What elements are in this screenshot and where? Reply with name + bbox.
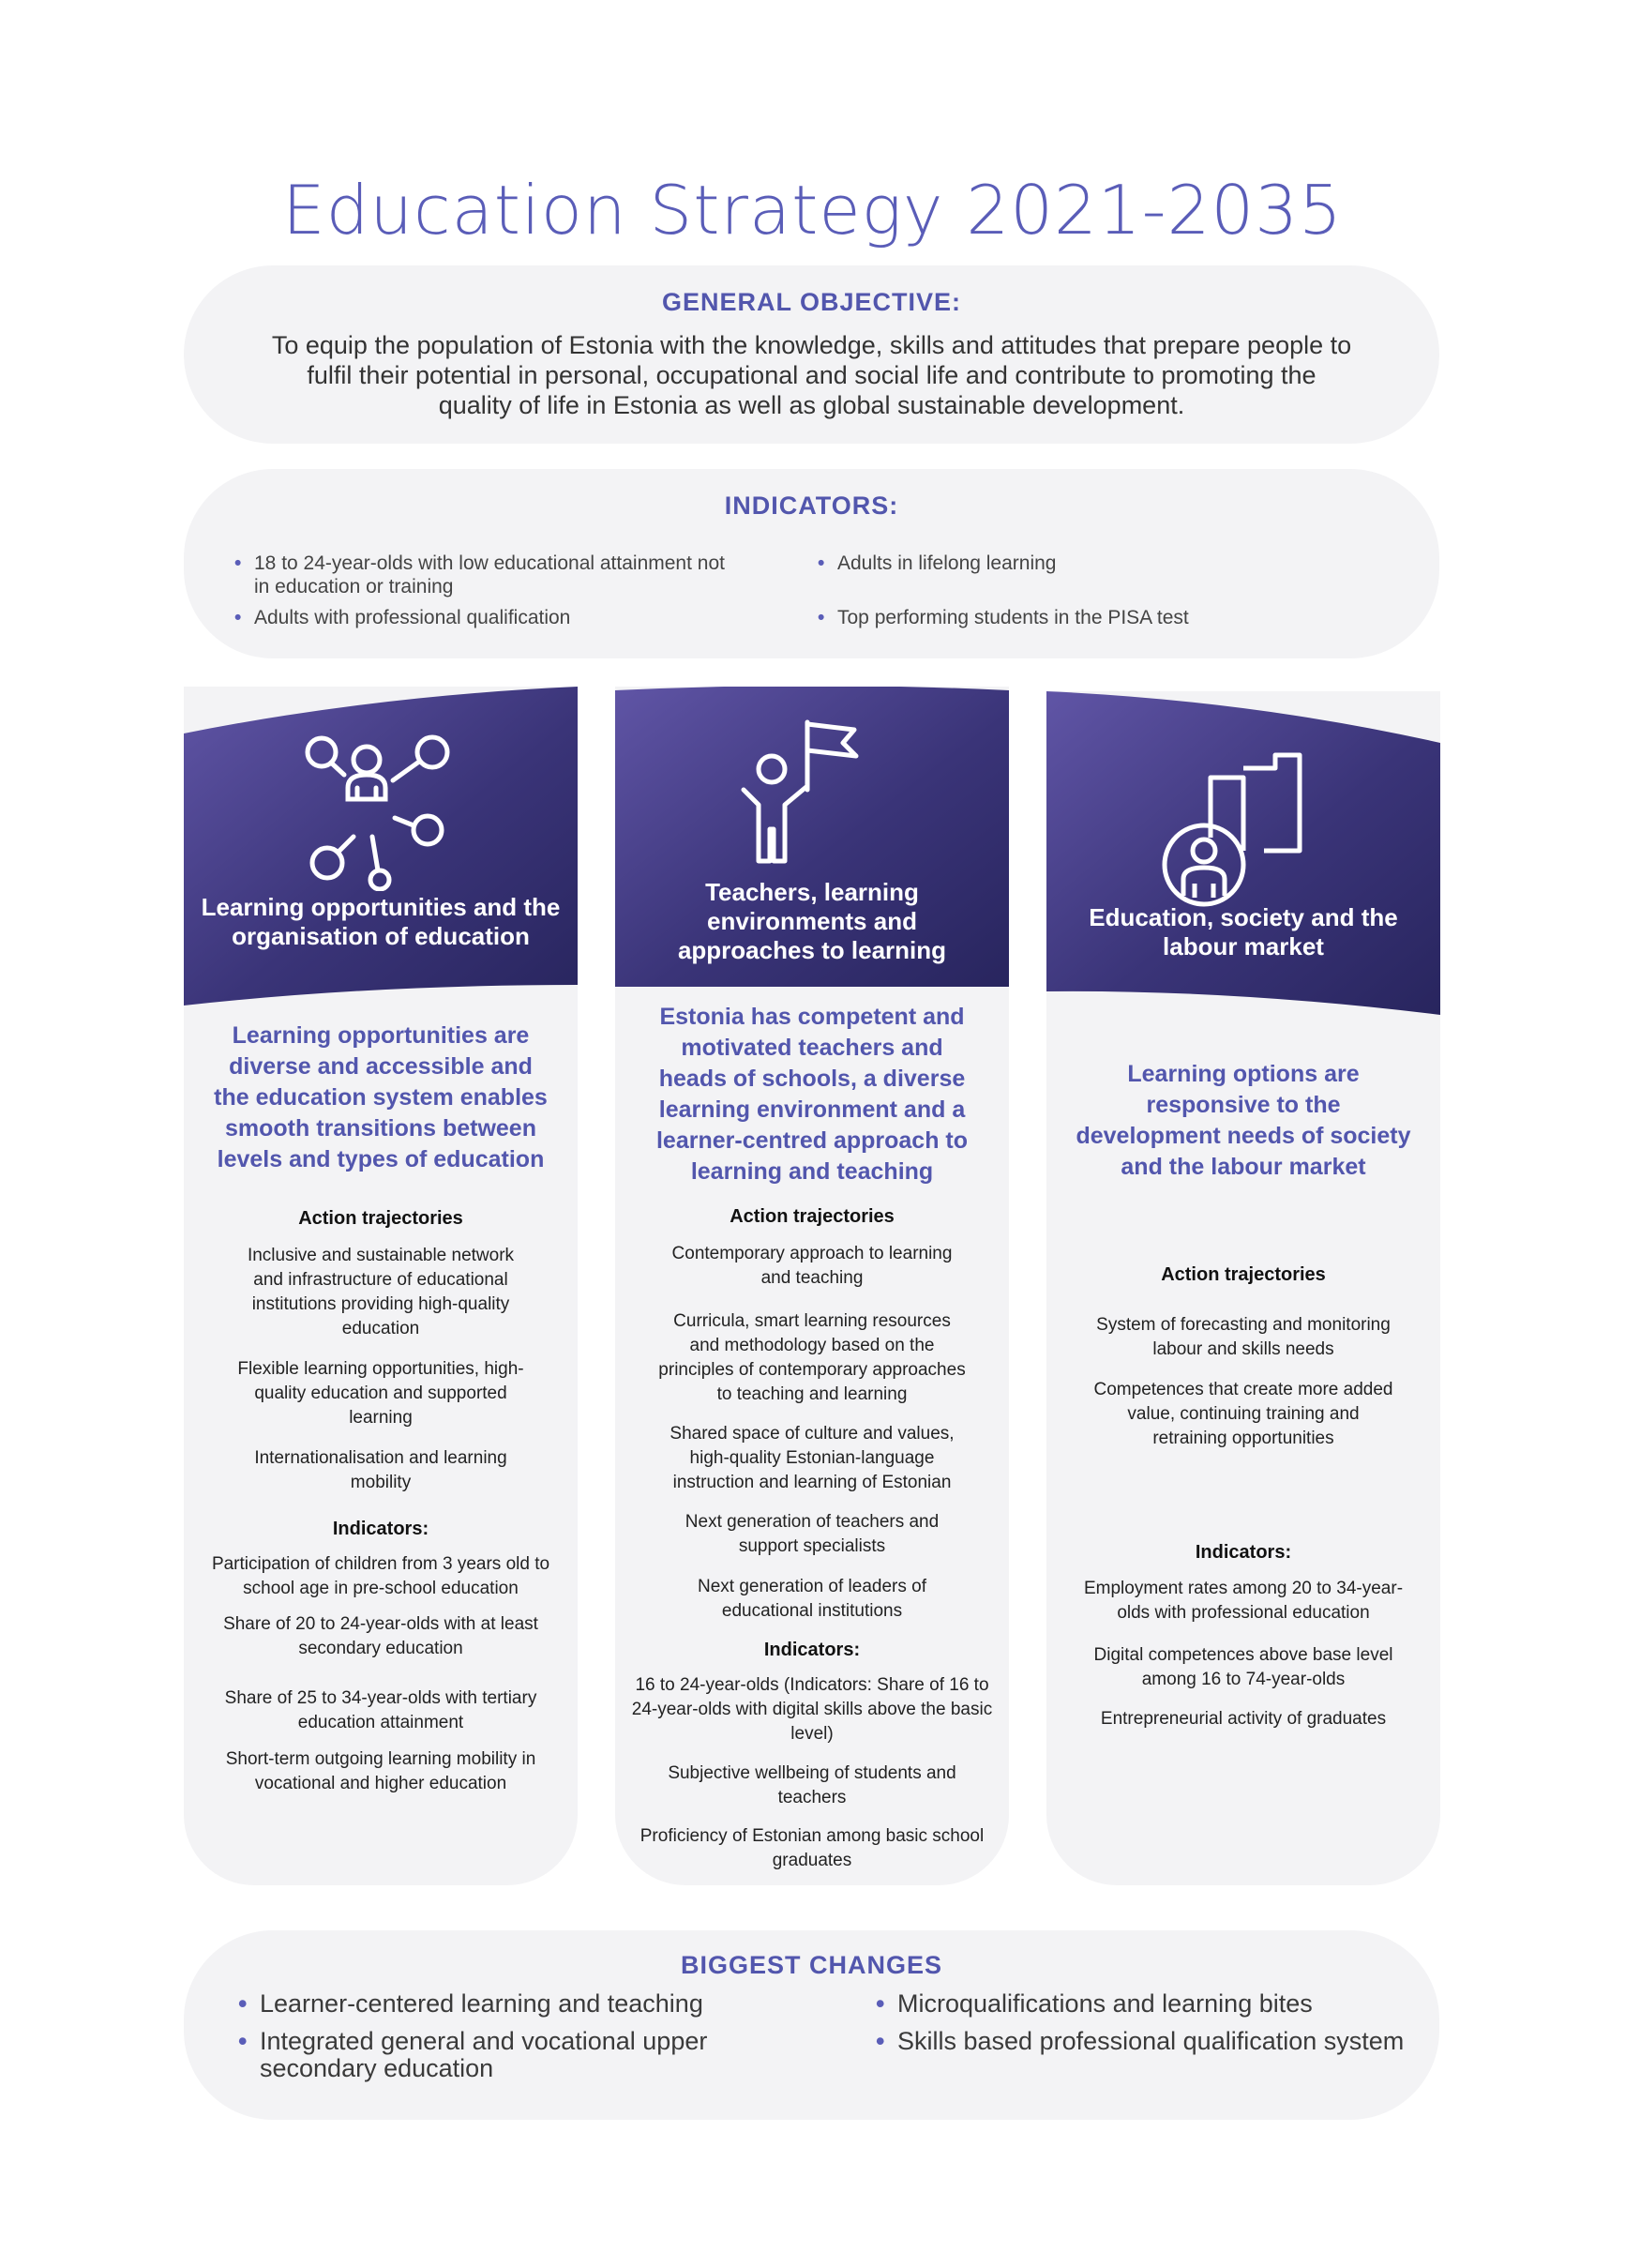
general-objective-panel (184, 265, 1439, 444)
pillar-title: Teachers, learning environments and approaches to learning (677, 878, 947, 964)
action-item: Inclusive and sustainable network and infrastructure of educational institutions providing high-quality education (247, 1246, 515, 1338)
bullet-icon: • (876, 1989, 885, 2018)
bullet-icon: • (234, 552, 242, 574)
action-item: Flexible learning opportunities, high-quality education and supported learning (237, 1359, 524, 1428)
indicator-item: Proficiency of Estonian among basic school graduates (639, 1826, 985, 1870)
pillar-subtitle: Learning options are responsive to the development needs of society and the labour market (1076, 1061, 1411, 1180)
indicator-item: Short-term outgoing learning mobility in vocational and higher education (225, 1749, 536, 1793)
bullet-icon: • (876, 2027, 885, 2055)
bullet-icon: • (234, 607, 242, 628)
pillar-subtitle: Estonia has competent and motivated teachers and heads of schools, a diverse learning environment and a learner-centred approach to learning and teaching (655, 1004, 969, 1185)
indicators-label: Indicators: (1195, 1542, 1292, 1563)
change-item: • Learner-centered learning and teaching (238, 1989, 703, 2018)
pillar-column-society-labour (1046, 691, 1440, 1885)
action-trajectories-label: Action trajectories (298, 1208, 463, 1229)
indicator-item: • Adults in lifelong learning (818, 552, 1057, 574)
pillar-column-teachers (615, 687, 1009, 1885)
network-person-icon (301, 732, 460, 891)
action-item: Internationalisation and learning mobility (254, 1448, 507, 1492)
bullet-icon: • (238, 1989, 248, 2018)
indicator-item: • Top performing students in the PISA test (818, 607, 1189, 628)
indicators-heading: INDICATORS: (724, 491, 899, 520)
indicator-item: Entrepreneurial activity of graduates (1100, 1709, 1387, 1729)
pillar-title: Learning opportunities and the organisation of education (201, 893, 561, 950)
change-item: • Microqualifications and learning bites (876, 1989, 1313, 2018)
action-item: Next generation of teachers and support specialists (685, 1512, 940, 1556)
indicators-label: Indicators: (763, 1640, 861, 1660)
indicator-item: • Adults with professional qualification (234, 607, 571, 628)
person-growth-chart-icon (1159, 748, 1328, 907)
general-objective-text: To equip the population of Estonia with the knowledge, skills and attitudes that prepare people to fulfil their potential in personal, occupational and social life and contribute to promoting the quality of life in Estonia as well as global sustainable development. (271, 331, 1352, 419)
indicator-item: Share of 20 to 24-year-olds with at least secondary education (223, 1614, 538, 1658)
biggest-changes-panel (184, 1930, 1439, 2120)
pillar-subtitle: Learning opportunities are diverse and accessible and the education system enables smooth transitions between levels and types of education (214, 1022, 548, 1172)
biggest-changes-heading: BIGGEST CHANGES (680, 1951, 943, 1979)
action-item: Competences that create more added value, continuing training and retraining opportunities (1093, 1380, 1393, 1448)
bullet-icon: • (818, 607, 825, 628)
indicators-panel (184, 469, 1439, 658)
pillar-title: Education, society and the labour market (1089, 903, 1398, 960)
action-item: Shared space of culture and values, high-quality Estonian-language instruction and learning of Estonian (670, 1424, 955, 1492)
indicator-item: 16 to 24-year-olds (Indicators: Share of 16 to 24-year-olds with digital skills above the basic level) (631, 1675, 993, 1744)
page-title: Education Strategy 2021-2035 (282, 171, 1343, 249)
bullet-icon: • (818, 552, 825, 574)
indicator-item: Digital competences above base level among 16 to 74-year-olds (1093, 1645, 1393, 1689)
action-item: Contemporary approach to learning and teaching (671, 1244, 953, 1288)
person-flag-icon (732, 713, 892, 872)
bullet-icon: • (238, 2027, 248, 2055)
indicator-item: • 18 to 24-year-olds with low educational attainment not in education or training (234, 552, 725, 597)
action-trajectories-label: Action trajectories (730, 1206, 895, 1227)
indicators-label: Indicators: (332, 1519, 429, 1539)
general-objective-heading: GENERAL OBJECTIVE: (661, 288, 962, 316)
action-trajectories-label: Action trajectories (1161, 1264, 1326, 1285)
pillar-column-learning-opportunities (184, 687, 578, 1885)
change-item: • Integrated general and vocational upper secondary education (238, 2027, 708, 2082)
action-item: System of forecasting and monitoring labour and skills needs (1096, 1315, 1391, 1359)
indicator-item: Employment rates among 20 to 34-year-olds with professional education (1083, 1579, 1404, 1623)
change-item: • Skills based professional qualification system (876, 2027, 1405, 2055)
indicator-item: Participation of children from 3 years old to school age in pre-school education (211, 1554, 550, 1598)
indicator-item: Share of 25 to 34-year-olds with tertiary education attainment (224, 1688, 537, 1732)
action-item: Next generation of leaders of educational institutions (698, 1577, 926, 1621)
action-item: Curricula, smart learning resources and methodology based on the principles of contemporary approaches to teaching and learning (658, 1311, 966, 1404)
indicator-item: Subjective wellbeing of students and teachers (668, 1763, 956, 1807)
